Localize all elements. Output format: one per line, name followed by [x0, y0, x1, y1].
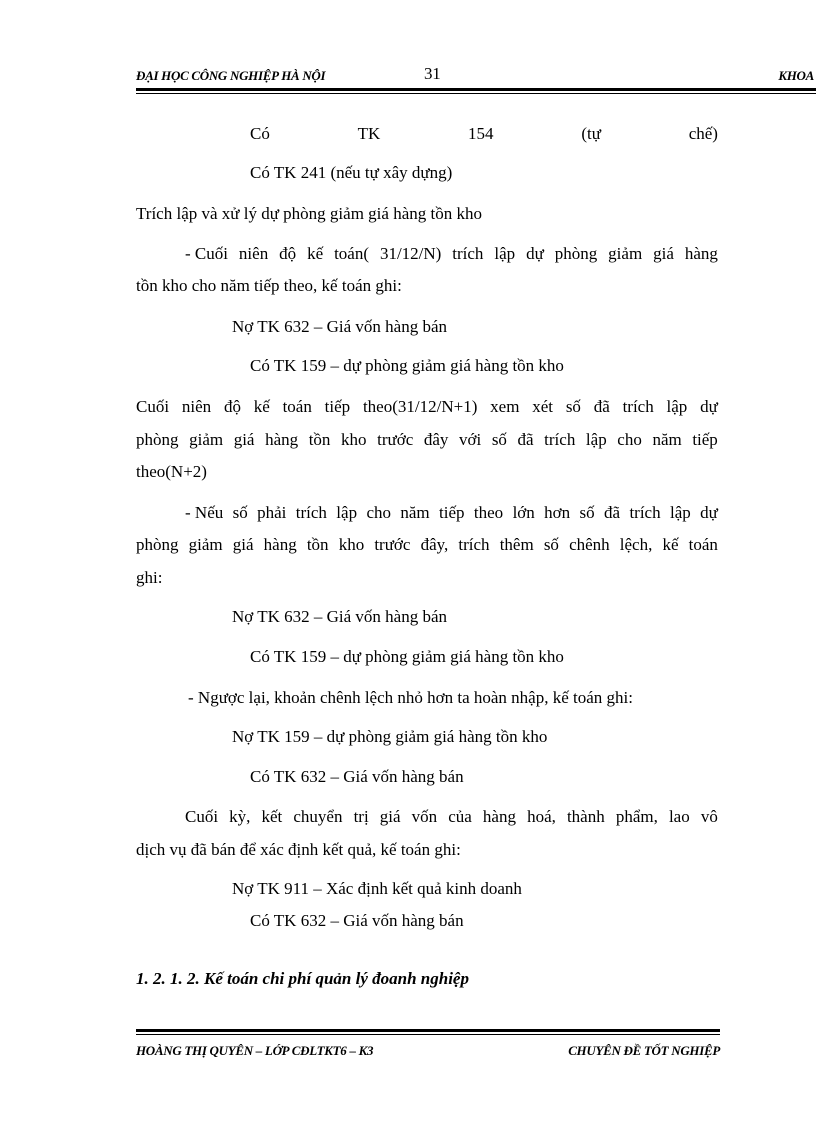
word: trước	[374, 535, 411, 554]
body-line	[136, 429, 718, 451]
word: giảm	[188, 535, 223, 554]
word: số	[565, 397, 581, 416]
word: cho	[366, 503, 391, 522]
word: niên	[238, 244, 269, 263]
word: năm	[400, 503, 430, 522]
word: - Nếu	[185, 503, 224, 522]
word: tồn	[306, 535, 329, 554]
word: hàng	[684, 244, 718, 263]
word: Có	[250, 124, 270, 143]
word: toán	[688, 535, 718, 554]
word: trích	[622, 397, 654, 416]
body-line: ghi:	[136, 568, 163, 587]
word: hơn	[544, 503, 571, 522]
word: lao	[668, 807, 690, 826]
word: đây	[423, 430, 449, 449]
word: số	[232, 503, 248, 522]
word: phải	[257, 503, 287, 522]
word: năm	[652, 430, 682, 449]
page-number: 31	[424, 64, 441, 83]
footer-author: HOÀNG THỊ QUYÊN – LỚP CĐLTKT6 – K3	[136, 1043, 374, 1058]
word: tiếp	[439, 503, 465, 522]
word: số	[579, 503, 595, 522]
word: hàng	[482, 807, 516, 826]
word: hàng	[265, 430, 299, 449]
word: lập	[336, 503, 358, 522]
body-line	[185, 502, 718, 524]
word: đã	[604, 503, 621, 522]
word: trước	[377, 430, 414, 449]
body-line: Có TK 632 – Giá vốn hàng bán	[250, 767, 464, 786]
word: tiếp	[324, 397, 351, 416]
body-line	[136, 534, 718, 556]
word: trích	[629, 503, 661, 522]
word: hoá,	[527, 807, 556, 826]
word: thành	[566, 807, 605, 826]
word: kế	[253, 397, 270, 416]
word: lập	[494, 244, 516, 263]
word: dự	[700, 503, 718, 522]
body-line	[185, 243, 718, 265]
word: Cuối	[185, 807, 219, 826]
word: giá	[653, 244, 674, 263]
section-heading: 1. 2. 1. 2. Kế toán chi phí quản lý đoanh nghiệp	[136, 969, 469, 988]
word: trích	[544, 430, 576, 449]
word: vốn	[411, 807, 438, 826]
word: của	[448, 807, 472, 826]
body-line: Nợ TK 632 – Giá vốn hàng bán	[232, 317, 448, 336]
word: chuyển	[293, 807, 343, 826]
word: 154	[468, 124, 494, 143]
word: toán(	[334, 244, 369, 263]
word: chênh	[569, 535, 610, 554]
word: với	[459, 430, 482, 449]
word: vô	[700, 807, 718, 826]
body-line: theo(N+2)	[136, 462, 207, 481]
body-line: Có TK 241 (nếu tự xây dựng)	[250, 163, 453, 182]
word: tiếp	[692, 430, 718, 449]
word: kết	[261, 807, 283, 826]
word: độ	[279, 244, 297, 263]
word: (tự	[581, 124, 601, 143]
word: dự	[700, 397, 718, 416]
word: theo(31/12/N+1)	[362, 397, 478, 416]
word: giá	[233, 430, 255, 449]
body-line: Có TK 159 – dự phòng giảm giá hàng tồn kho	[250, 647, 564, 666]
word: đã	[593, 397, 610, 416]
word: kế	[307, 244, 324, 263]
word: kho	[338, 535, 365, 554]
page-header	[136, 64, 816, 86]
word: trích	[295, 503, 327, 522]
body-line	[136, 396, 718, 418]
header-rule-thick	[136, 88, 816, 91]
word: dự	[526, 244, 544, 263]
word: giá	[379, 807, 401, 826]
word: trích	[452, 244, 484, 263]
word: giảm	[189, 430, 224, 449]
header-department: KHOA	[778, 68, 814, 83]
word: 31/12/N)	[379, 244, 442, 263]
word: đây,	[420, 535, 449, 554]
word: chế)	[688, 124, 718, 143]
header-school: ĐẠI HỌC CÔNG NGHIỆP HÀ NỘI	[136, 68, 326, 83]
word: hàng	[263, 535, 297, 554]
word: phòng	[554, 244, 598, 263]
body-line: Có TK 632 – Giá vốn hàng bán	[250, 911, 464, 930]
body-line: - Ngược lại, khoản chênh lệch nhỏ hơn ta hoàn nhập, kế toán ghi:	[188, 688, 633, 707]
body-line	[250, 123, 718, 145]
body-line: Trích lập và xử lý dự phòng giảm giá hàng tồn kho	[136, 204, 482, 223]
word: giảm	[608, 244, 643, 263]
footer-title: CHUYÊN ĐỀ TỐT NGHIỆP	[568, 1043, 720, 1058]
word: TK	[357, 124, 381, 143]
word: Cuối	[136, 397, 170, 416]
word: giá	[232, 535, 254, 554]
word: đã	[517, 430, 534, 449]
word: - Cuối	[185, 244, 228, 263]
word: phòng	[136, 535, 179, 554]
word: xét	[532, 397, 554, 416]
word: tồn	[308, 430, 331, 449]
word: lập	[666, 397, 688, 416]
footer-rule-thin	[136, 1034, 720, 1035]
body-line: tồn kho cho năm tiếp theo, kế toán ghi:	[136, 276, 402, 295]
body-line: Nợ TK 632 – Giá vốn hàng bán	[232, 607, 448, 626]
body-line: Nợ TK 911 – Xác định kết quả kinh doanh	[232, 879, 522, 898]
word: phẩm,	[615, 807, 658, 826]
word: xem	[490, 397, 520, 416]
body-line: Nợ TK 159 – dự phòng giảm giá hàng tồn kho	[232, 727, 548, 746]
word: độ	[223, 397, 241, 416]
word: lập	[669, 503, 691, 522]
word: kho	[341, 430, 367, 449]
word: kế	[662, 535, 679, 554]
body-line	[185, 806, 718, 828]
word: số	[543, 535, 559, 554]
body-line: dịch vụ đã bán để xác định kết quả, kế toán ghi:	[136, 840, 461, 859]
footer-rule-thick	[136, 1029, 720, 1032]
word: theo	[473, 503, 504, 522]
word: niên	[181, 397, 212, 416]
body-line: Có TK 159 – dự phòng giảm giá hàng tồn kho	[250, 356, 564, 375]
word: số	[491, 430, 507, 449]
word: lệch,	[619, 535, 653, 554]
word: phòng	[136, 430, 179, 449]
header-rule-thin	[136, 93, 816, 94]
word: trị	[353, 807, 369, 826]
word: trích	[458, 535, 490, 554]
word: cho	[617, 430, 642, 449]
word: kỳ,	[229, 807, 251, 826]
word: lập	[585, 430, 607, 449]
word: thêm	[499, 535, 534, 554]
word: lớn	[512, 503, 535, 522]
word: toán	[282, 397, 312, 416]
